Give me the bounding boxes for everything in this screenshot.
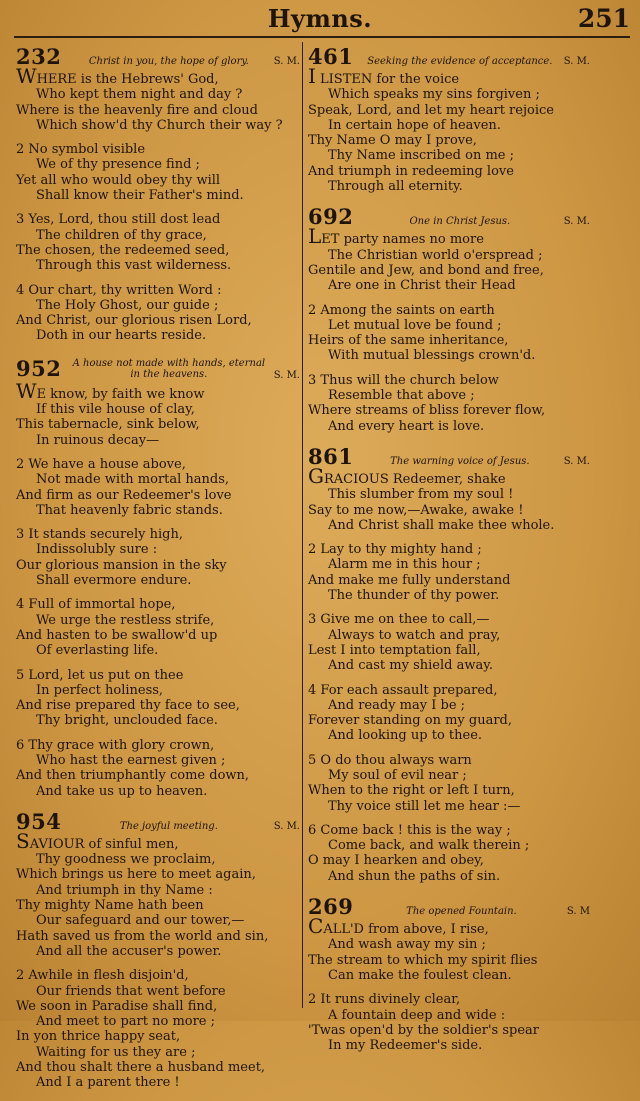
- hymn-header: [308, 204, 590, 229]
- verse-line: Heirs of the same inheritance,: [308, 333, 509, 349]
- verse-line: Our safeguard and our tower,—: [36, 913, 245, 929]
- stanza: [308, 463, 590, 533]
- verse-line: And ready may I be ;: [328, 697, 466, 713]
- verse-line: Yet all who would obey thy will: [16, 172, 221, 188]
- verse-line: Forever standing on my guard,: [308, 713, 513, 729]
- verse-line: And thou shalt there a husband meet,: [16, 1060, 266, 1076]
- hymn-meter: S. M.: [563, 455, 590, 467]
- hymn-title: Christ in you, the hope of glory.: [88, 56, 249, 67]
- verse-line: 'Twas open'd by the soldier's spear: [308, 1022, 539, 1038]
- hymn-number: 269: [308, 894, 354, 920]
- hymn-meter: S. M: [566, 906, 590, 918]
- stanza: [308, 224, 590, 294]
- verse-line: GRACIOUS Redeemer, shake: [308, 463, 506, 488]
- hymn-title: Seeking the evidence of acceptance.: [367, 56, 553, 67]
- verse-line: My soul of evil near ;: [328, 767, 467, 783]
- verse-line: When to the right or left I turn,: [308, 783, 515, 799]
- verse-line: Our glorious mansion in the sky: [16, 557, 227, 573]
- verse-line: A fountain deep and wide :: [328, 1007, 506, 1023]
- verse-line: And every heart is love.: [328, 418, 485, 434]
- stanza: [308, 992, 590, 1053]
- verse-line: 6 Come back ! this is the way ;: [308, 822, 511, 838]
- hymn: [308, 444, 590, 884]
- stanza: [16, 968, 300, 1090]
- verse-line: 4 Our chart, thy written Word :: [16, 282, 222, 298]
- verse-line: LET party names no more: [308, 224, 484, 249]
- hymn-number: 952: [16, 355, 62, 381]
- verse-line: Thy voice still let me hear :—: [328, 798, 521, 814]
- right-column: [308, 44, 590, 1063]
- verse-line: 2 Lay to thy mighty hand ;: [308, 542, 482, 558]
- verse-line: CALL'D from above, I rise,: [308, 914, 489, 939]
- stanza: [308, 612, 590, 673]
- verse-line: And meet to part no more ;: [36, 1014, 216, 1030]
- hymn: [308, 894, 590, 1053]
- stanza: [308, 823, 590, 884]
- stanza: [308, 64, 590, 195]
- verse-line: Speak, Lord, and let my heart rejoice: [308, 102, 554, 118]
- hymn: [16, 354, 300, 799]
- verse-line: Lest I into temptation fall,: [308, 642, 481, 658]
- verse-line: Not made with mortal hands,: [36, 472, 230, 488]
- verse-line: In my Redeemer's side.: [328, 1038, 483, 1054]
- hymn-header: [308, 44, 590, 69]
- verse-line: Can make the foulest clean.: [328, 967, 512, 983]
- verse-line: WE know, by faith we know: [16, 378, 205, 403]
- verse-line: WHERE is the Hebrews' God,: [16, 64, 219, 88]
- verse-line: And cast my shield away.: [328, 658, 493, 674]
- verse-line: The thunder of thy power.: [328, 588, 500, 604]
- hymn-number: 461: [308, 44, 354, 69]
- verse-line: Of everlasting life.: [36, 643, 159, 659]
- column-divider: [302, 42, 303, 1008]
- verse-line: And Christ, our glorious risen Lord,: [16, 313, 252, 329]
- verse-line: Shall know their Father's mind.: [36, 188, 244, 204]
- verse-line: 5 Lord, let us put on thee: [16, 667, 184, 683]
- hymn-meter: S. M.: [273, 56, 300, 67]
- verse-line: 2 Among the saints on earth: [308, 302, 495, 318]
- hymn: [308, 204, 590, 434]
- verse-line: Where streams of bliss forever flow,: [308, 403, 546, 419]
- verse-line: Thy Name O may I prove,: [308, 133, 477, 149]
- hymn-title: One in Christ Jesus.: [409, 216, 511, 228]
- verse-line: And triumph in redeeming love: [308, 163, 514, 179]
- hymn-header: [16, 44, 300, 69]
- hymn-header: [308, 444, 590, 469]
- verse-line: And make me fully understand: [308, 572, 511, 588]
- verse-line: Are one in Christ their Head: [328, 278, 516, 294]
- verse-line: Hath saved us from the world and sin,: [16, 928, 269, 944]
- verse-line: O may I hearken and obey,: [308, 853, 484, 869]
- stanza: [308, 753, 590, 814]
- verse-line: Our friends that went before: [36, 983, 226, 999]
- stanza: [16, 828, 300, 959]
- stanza: [308, 542, 590, 603]
- verse-line: Which show'd thy Church their way ?: [36, 117, 283, 133]
- verse-line: And triumph in thy Name :: [36, 882, 213, 898]
- verse-line: We of thy presence find ;: [36, 157, 200, 173]
- stanza: [16, 527, 300, 588]
- verse-line: Who kept them night and day ?: [36, 87, 243, 103]
- stanza: [16, 597, 300, 658]
- stanza: [16, 142, 300, 203]
- stanza: [16, 457, 300, 518]
- verse-line: In certain hope of heaven.: [328, 117, 501, 133]
- verse-line: Thy mighty Name hath been: [16, 898, 204, 914]
- verse-line: And firm as our Redeemer's love: [16, 487, 232, 503]
- verse-line: Resemble that above ;: [328, 388, 475, 404]
- verse-line: The children of thy grace,: [36, 227, 207, 243]
- verse-line: Which brings us here to meet again,: [16, 867, 256, 883]
- verse-line: And wash away my sin ;: [328, 937, 486, 953]
- stanza: [16, 283, 300, 344]
- hymn-number: 861: [308, 443, 354, 469]
- verse-line: Alarm me in this hour ;: [328, 557, 481, 573]
- stanza: [308, 373, 590, 434]
- hymn-header: [16, 354, 300, 384]
- verse-line: In perfect holiness,: [36, 682, 164, 698]
- verse-line: 2 We have a house above,: [16, 456, 186, 472]
- verse-line: We soon in Paradise shall find,: [16, 998, 218, 1014]
- verse-line: This tabernacle, sink below,: [16, 417, 200, 433]
- verse-line: Through all eternity.: [328, 179, 463, 195]
- verse-line: Shall evermore endure.: [36, 573, 192, 589]
- verse-line: In yon thrice happy seat,: [16, 1029, 181, 1045]
- verse-line: Come back, and walk therein ;: [328, 838, 530, 854]
- verse-line: 3 Give me on thee to call,—: [308, 612, 490, 628]
- hymn-title: The warning voice of Jesus.: [390, 455, 530, 467]
- hymn-meter: S. M.: [273, 820, 300, 832]
- verse-line: We urge the restless strife,: [36, 612, 215, 628]
- verse-line: Waiting for us they are ;: [36, 1044, 196, 1060]
- verse-line: Which speaks my sins forgiven ;: [328, 87, 540, 103]
- hymn-title: The opened Fountain.: [406, 906, 517, 918]
- verse-line: In ruinous decay—: [36, 432, 160, 448]
- stanza: [308, 914, 590, 983]
- hymn-number: 232: [16, 44, 62, 69]
- verse-line: This slumber from my soul !: [328, 487, 514, 503]
- verse-line: And I a parent there !: [36, 1075, 180, 1091]
- verse-line: 4 For each assault prepared,: [308, 682, 498, 698]
- verse-line: I LISTEN for the voice: [308, 64, 460, 88]
- stanza: [16, 378, 300, 448]
- verse-line: If this vile house of clay,: [36, 402, 195, 418]
- stanza: [308, 303, 590, 364]
- verse-line: 3 It stands securely high,: [16, 527, 183, 543]
- verse-line: And then triumphantly come down,: [16, 768, 250, 784]
- verse-line: 4 Full of immortal hope,: [16, 597, 176, 613]
- verse-line: The Christian world o'erspread ;: [328, 247, 543, 263]
- verse-line: 5 O do thou always warn: [308, 752, 472, 768]
- verse-line: SAVIOUR of sinful men,: [16, 828, 179, 853]
- stanza: [16, 212, 300, 273]
- verse-line: 2 No symbol visible: [16, 142, 146, 158]
- verse-line: 3 Yes, Lord, thou still dost lead: [16, 212, 221, 228]
- stanza: [308, 683, 590, 744]
- stanza: [16, 64, 300, 133]
- verse-line: The stream to which my spirit flies: [308, 952, 538, 968]
- verse-line: Gentile and Jew, and bond and free,: [308, 262, 544, 278]
- verse-line: That heavenly fabric stands.: [36, 502, 223, 518]
- hymn: [16, 809, 300, 1091]
- header-rule: [14, 36, 630, 38]
- verse-line: Who hast the earnest given ;: [36, 752, 226, 768]
- verse-line: Thy goodness we proclaim,: [36, 852, 216, 868]
- verse-line: And rise prepared thy face to see,: [16, 698, 240, 714]
- verse-line: And take us up to heaven.: [36, 783, 208, 799]
- hymn-meter: S. M.: [273, 369, 300, 381]
- verse-line: The Holy Ghost, our guide ;: [36, 297, 219, 313]
- page-header: [0, 0, 640, 40]
- stanza: [16, 738, 300, 799]
- hymn-header: [16, 809, 300, 834]
- hymn-number: 692: [308, 204, 354, 230]
- page-title: Hymns.: [267, 4, 373, 33]
- verse-line: Doth in our hearts reside.: [36, 328, 207, 344]
- verse-line: Let mutual love be found ;: [328, 317, 502, 333]
- verse-line: 6 Thy grace with glory crown,: [16, 737, 215, 753]
- hymn-header: [308, 894, 590, 919]
- verse-line: Thy Name inscribed on me ;: [328, 148, 514, 164]
- verse-line: And shun the paths of sin.: [328, 868, 501, 884]
- verse-line: And hasten to be swallow'd up: [16, 627, 218, 643]
- hymn-number: 954: [16, 808, 62, 834]
- hymn: [308, 44, 590, 194]
- verse-line: With mutual blessings crown'd.: [328, 348, 536, 364]
- stanza: [16, 668, 300, 729]
- page-number: 251: [577, 4, 630, 33]
- verse-line: 2 It runs divinely clear,: [308, 992, 461, 1008]
- verse-line: And all the accuser's power.: [36, 943, 222, 959]
- hymn-meter: S. M.: [563, 216, 590, 228]
- verse-line: And looking up to thee.: [328, 728, 483, 744]
- verse-line: And Christ shall make thee whole.: [328, 517, 555, 533]
- hymn-meter: S. M.: [563, 56, 590, 67]
- verse-line: Always to watch and pray,: [328, 627, 501, 643]
- hymn-title: A house not made with hands, eternal in the heavens.: [72, 357, 266, 380]
- hymn-title: The joyful meeting.: [119, 820, 218, 832]
- verse-line: 3 Thus will the church below: [308, 372, 499, 388]
- verse-line: 2 Awhile in flesh disjoin'd,: [16, 968, 189, 984]
- verse-line: Where is the heavenly fire and cloud: [16, 102, 258, 118]
- verse-line: Say to me now,—Awake, awake !: [308, 502, 524, 518]
- verse-line: The chosen, the redeemed seed,: [16, 242, 230, 258]
- verse-line: Through this vast wilderness.: [36, 258, 232, 274]
- verse-line: Indissolubly sure :: [36, 542, 158, 558]
- left-column: [16, 44, 300, 1101]
- hymn: [16, 44, 300, 344]
- verse-line: Thy bright, unclouded face.: [36, 713, 218, 729]
